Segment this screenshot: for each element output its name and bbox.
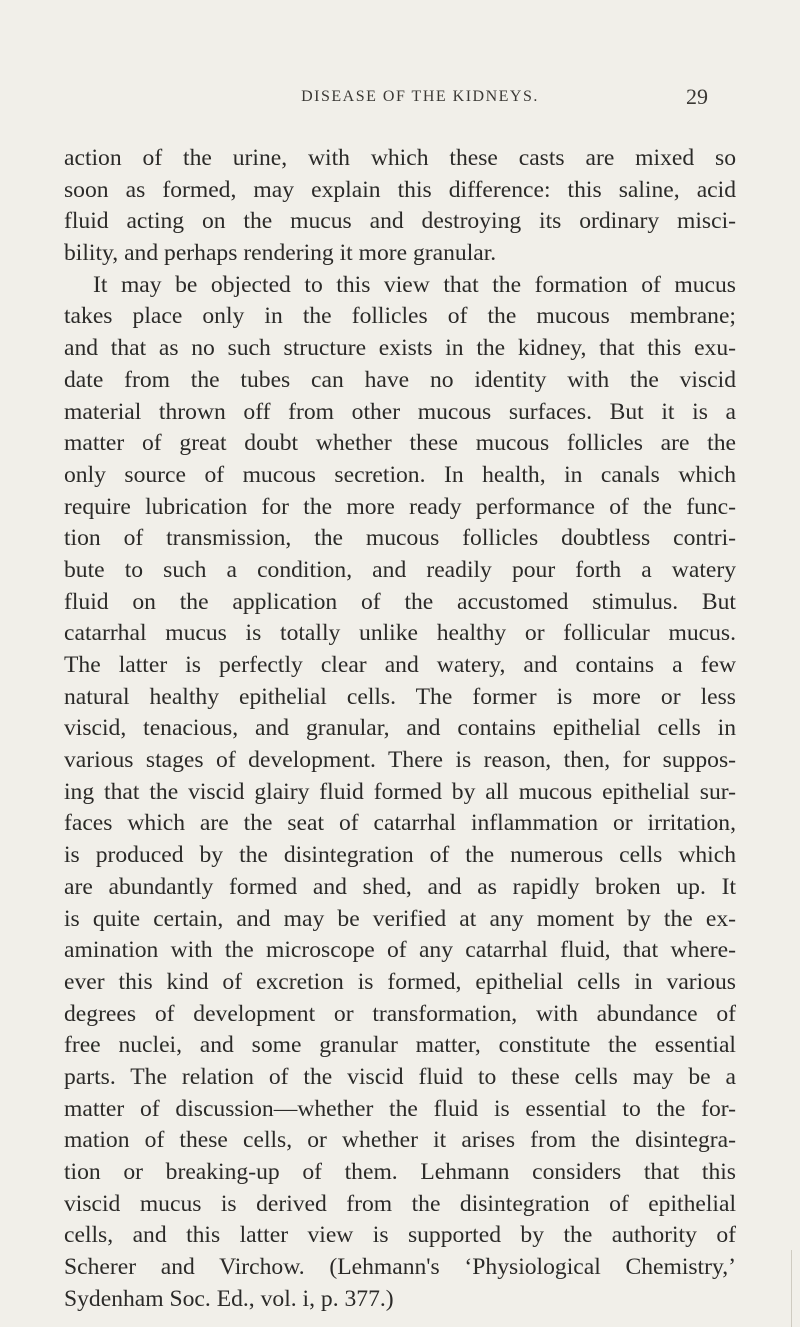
- text-line: is quite certain, and may be verified at any moment by the ex-: [64, 905, 736, 932]
- text-line: cells, and this latter view is supported by the authority of: [64, 1222, 736, 1249]
- text-line: is produced by the disintegration of the numerous cells which: [64, 842, 736, 869]
- text-line: free nuclei, and some granular matter, constitute the essential: [64, 1032, 736, 1059]
- text-line: faces which are the seat of catarrhal inflammation or irritation,: [64, 810, 736, 837]
- text-line: require lubrication for the more ready performance of the func-: [64, 493, 736, 520]
- text-line: viscid mucus is derived from the disintegration of epithelial: [64, 1190, 736, 1217]
- text-line: tion or breaking-up of them. Lehmann considers that this: [64, 1159, 736, 1185]
- text-line: ever this kind of excretion is formed, epithelial cells in various: [64, 968, 736, 995]
- text-line: soon as formed, may explain this difference: this saline, acid: [64, 176, 736, 203]
- text-line: natural healthy epithelial cells. The former is more or less: [64, 683, 736, 710]
- text-line: action of the urine, with which these casts are mixed so: [64, 145, 736, 171]
- text-line: ing that the viscid glairy fluid formed by all mucous epithelial sur-: [64, 778, 736, 805]
- text-line: material thrown off from other mucous surfaces. But it is a: [64, 398, 736, 425]
- text-line: degrees of development or transformation, with abundance of: [64, 1000, 736, 1027]
- text-line: Sydenham Soc. Ed., vol. i, p. 377.): [64, 1285, 394, 1312]
- text-line: are abundantly formed and shed, and as rapidly broken up. It: [64, 873, 736, 900]
- text-line: amination with the microscope of any catarrhal fluid, that where-: [64, 937, 736, 964]
- page-number: 29: [686, 84, 708, 109]
- text-line: fluid acting on the mucus and destroying its ordinary misci-: [64, 208, 736, 235]
- text-line: mation of these cells, or whether it arises from the disintegra-: [64, 1127, 736, 1154]
- text-line: bility, and perhaps rendering it more granular.: [64, 240, 497, 267]
- page-edge-shadow: [791, 1250, 792, 1327]
- text-line: parts. The relation of the viscid fluid to these cells may be a: [64, 1063, 736, 1090]
- text-line: only source of mucous secretion. In health, in canals which: [64, 461, 736, 488]
- text-line: viscid, tenacious, and granular, and contains epithelial cells in: [64, 715, 736, 742]
- running-title: DISEASE OF THE KIDNEYS.: [301, 88, 539, 105]
- text-line: takes place only in the follicles of the mucous membrane;: [64, 303, 736, 330]
- text-line: date from the tubes can have no identity with the viscid: [64, 366, 736, 393]
- text-line: tion of transmission, the mucous follicles doubtless contri-: [64, 525, 736, 552]
- text-line: various stages of development. There is reason, then, for suppos-: [64, 747, 736, 774]
- text-line: and that as no such structure exists in the kidney, that this exu-: [64, 335, 736, 362]
- text-line: fluid on the application of the accustomed stimulus. But: [64, 588, 736, 615]
- text-line: bute to such a condition, and readily pour forth a watery: [64, 556, 736, 583]
- body-text: [64, 143, 736, 1315]
- text-line: It may be objected to this view that the formation of mucus: [93, 271, 736, 298]
- text-line: The latter is perfectly clear and watery, and contains a few: [64, 652, 736, 678]
- text-line: matter of great doubt whether these mucous follicles are the: [64, 430, 736, 457]
- text-line: matter of discussion—whether the fluid is essential to the for-: [64, 1095, 736, 1122]
- text-line: Scherer and Virchow. (Lehmann's ‘Physiological Chemistry,’: [64, 1254, 736, 1281]
- text-line: catarrhal mucus is totally unlike healthy or follicular mucus.: [64, 620, 736, 647]
